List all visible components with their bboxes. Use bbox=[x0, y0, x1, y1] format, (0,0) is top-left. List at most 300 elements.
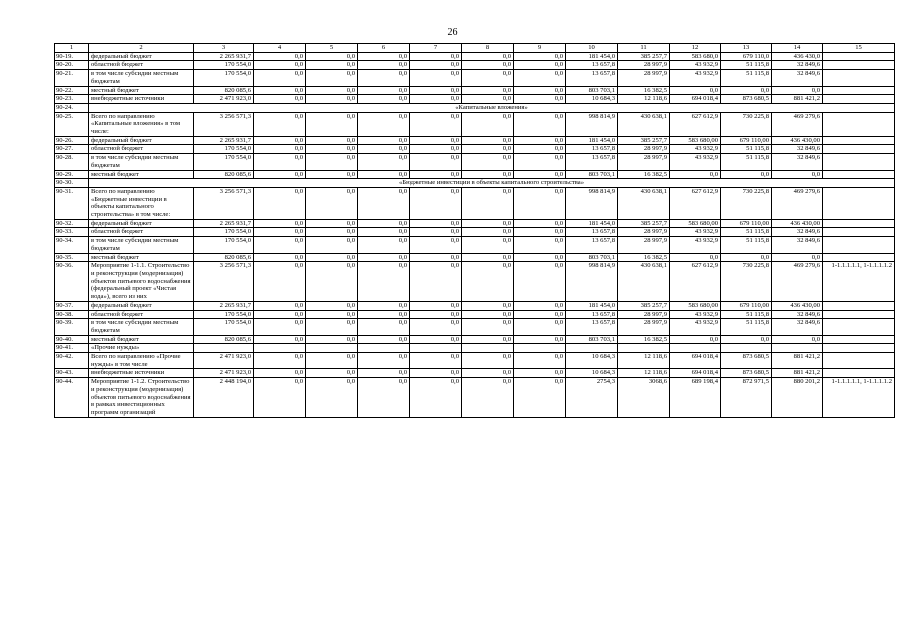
value-cell: 32 849,6 bbox=[772, 237, 823, 253]
value-cell: 0,0 bbox=[462, 219, 514, 228]
value-cell: 0,0 bbox=[514, 52, 566, 61]
row-name-cell: в том числе субсидии местным бюджетам bbox=[89, 70, 194, 86]
row-name-cell: федеральный бюджет bbox=[89, 301, 194, 310]
value-cell: 0,0 bbox=[358, 369, 410, 378]
value-cell: 0,0 bbox=[514, 301, 566, 310]
value-cell: 51 115,8 bbox=[721, 237, 772, 253]
value-cell: 0,0 bbox=[254, 253, 306, 262]
value-cell: 43 932,9 bbox=[670, 310, 721, 319]
value-cell: 0,0 bbox=[462, 112, 514, 136]
value-cell: 0,0 bbox=[410, 262, 462, 302]
value-cell: 820 085,6 bbox=[194, 170, 254, 179]
value-cell: 998 814,9 bbox=[566, 112, 618, 136]
indicator-ref-cell: 1-1.1.1.1.1, 1-1.1.1.1.2 bbox=[823, 378, 895, 418]
value-cell: 803 703,1 bbox=[566, 335, 618, 344]
value-cell: 0,0 bbox=[254, 170, 306, 179]
value-cell: 0,0 bbox=[462, 335, 514, 344]
column-number: 5 bbox=[306, 44, 358, 53]
row-name-cell: Всего по направлению «Капитальные вложения» в том числе: bbox=[89, 112, 194, 136]
value-cell: 385 257,7 bbox=[618, 136, 670, 145]
value-cell: 0,0 bbox=[358, 170, 410, 179]
table-row bbox=[55, 86, 895, 95]
column-number: 11 bbox=[618, 44, 670, 53]
indicator-ref-cell bbox=[823, 154, 895, 170]
row-name-cell: местный бюджет bbox=[89, 253, 194, 262]
indicator-ref-cell bbox=[823, 136, 895, 145]
value-cell: 0,0 bbox=[670, 170, 721, 179]
section-header-row bbox=[55, 103, 895, 112]
subsection-row bbox=[55, 344, 895, 353]
value-cell: 0,0 bbox=[358, 187, 410, 219]
value-cell: 873 680,5 bbox=[721, 95, 772, 104]
value-cell: 0,0 bbox=[462, 61, 514, 70]
row-name-cell: внебюджетные источники bbox=[89, 95, 194, 104]
value-cell: 0,0 bbox=[462, 95, 514, 104]
value-cell: 0,0 bbox=[462, 136, 514, 145]
value-cell: 0,0 bbox=[410, 369, 462, 378]
value-cell: 873 680,5 bbox=[721, 353, 772, 369]
row-code-cell: 90-39. bbox=[55, 319, 89, 335]
value-cell: 998 814,9 bbox=[566, 262, 618, 302]
value-cell: 0,0 bbox=[254, 86, 306, 95]
value-cell: 0,0 bbox=[410, 353, 462, 369]
value-cell: 181 454,0 bbox=[566, 301, 618, 310]
row-code-cell: 90-27. bbox=[55, 145, 89, 154]
value-cell: 32 849,6 bbox=[772, 145, 823, 154]
value-cell: 430 638,1 bbox=[618, 262, 670, 302]
value-cell: 0,0 bbox=[462, 170, 514, 179]
value-cell: 0,0 bbox=[410, 95, 462, 104]
value-cell: 0,0 bbox=[514, 253, 566, 262]
value-cell: 0,0 bbox=[306, 378, 358, 418]
value-cell: 170 554,0 bbox=[194, 145, 254, 154]
value-cell: 0,0 bbox=[358, 145, 410, 154]
value-cell: 32 849,6 bbox=[772, 310, 823, 319]
table-row bbox=[55, 262, 895, 302]
value-cell: 880 201,2 bbox=[772, 378, 823, 418]
indicator-ref-cell bbox=[823, 112, 895, 136]
value-cell: 0,0 bbox=[254, 52, 306, 61]
value-cell: 0,0 bbox=[721, 170, 772, 179]
value-cell: 0,0 bbox=[514, 378, 566, 418]
value-cell: 0,0 bbox=[358, 70, 410, 86]
value-cell: 0,0 bbox=[358, 253, 410, 262]
value-cell: 436 430,00 bbox=[772, 301, 823, 310]
value-cell: 28 997,9 bbox=[618, 70, 670, 86]
empty-cell bbox=[254, 344, 306, 353]
column-number: 14 bbox=[772, 44, 823, 53]
row-code-cell: 90-22. bbox=[55, 86, 89, 95]
value-cell: 820 085,6 bbox=[194, 86, 254, 95]
column-number-row bbox=[55, 44, 895, 53]
indicator-ref-cell bbox=[823, 301, 895, 310]
row-code-cell: 90-41. bbox=[55, 344, 89, 353]
value-cell: 0,0 bbox=[514, 369, 566, 378]
value-cell: 0,0 bbox=[410, 154, 462, 170]
column-number: 4 bbox=[254, 44, 306, 53]
value-cell: 51 115,8 bbox=[721, 145, 772, 154]
value-cell: 0,0 bbox=[306, 136, 358, 145]
indicator-ref-cell bbox=[823, 187, 895, 219]
value-cell: 13 657,8 bbox=[566, 154, 618, 170]
value-cell: 28 997,9 bbox=[618, 237, 670, 253]
row-name-cell: областной бюджет bbox=[89, 61, 194, 70]
indicator-ref-cell bbox=[823, 237, 895, 253]
value-cell: 881 421,2 bbox=[772, 95, 823, 104]
section-title: «Капитальные вложения» bbox=[89, 103, 895, 112]
row-code-cell: 90-26. bbox=[55, 136, 89, 145]
value-cell: 0,0 bbox=[410, 219, 462, 228]
value-cell: 0,0 bbox=[358, 95, 410, 104]
value-cell: 0,0 bbox=[358, 335, 410, 344]
row-name-cell: местный бюджет bbox=[89, 86, 194, 95]
value-cell: 0,0 bbox=[410, 310, 462, 319]
value-cell: 0,0 bbox=[306, 219, 358, 228]
value-cell: 0,0 bbox=[306, 52, 358, 61]
value-cell: 0,0 bbox=[306, 369, 358, 378]
row-code-cell: 90-40. bbox=[55, 335, 89, 344]
value-cell: 627 612,9 bbox=[670, 262, 721, 302]
empty-cell bbox=[721, 344, 772, 353]
value-cell: 51 115,8 bbox=[721, 70, 772, 86]
value-cell: 170 554,0 bbox=[194, 61, 254, 70]
table-row bbox=[55, 112, 895, 136]
table-row bbox=[55, 219, 895, 228]
column-number: 13 bbox=[721, 44, 772, 53]
value-cell: 32 849,6 bbox=[772, 154, 823, 170]
indicator-ref-cell bbox=[823, 353, 895, 369]
value-cell: 436 430,0 bbox=[772, 52, 823, 61]
value-cell: 43 932,9 bbox=[670, 61, 721, 70]
value-cell: 0,0 bbox=[721, 86, 772, 95]
indicator-ref-cell bbox=[823, 70, 895, 86]
value-cell: 0,0 bbox=[254, 219, 306, 228]
value-cell: 0,0 bbox=[254, 262, 306, 302]
value-cell: 0,0 bbox=[462, 237, 514, 253]
value-cell: 51 115,8 bbox=[721, 154, 772, 170]
value-cell: 0,0 bbox=[306, 253, 358, 262]
value-cell: 2 471 923,0 bbox=[194, 353, 254, 369]
value-cell: 0,0 bbox=[358, 61, 410, 70]
value-cell: 803 703,1 bbox=[566, 170, 618, 179]
row-code-cell: 90-43. bbox=[55, 369, 89, 378]
value-cell: 0,0 bbox=[306, 86, 358, 95]
indicator-ref-cell bbox=[823, 335, 895, 344]
value-cell: 0,0 bbox=[410, 378, 462, 418]
value-cell: 0,0 bbox=[514, 335, 566, 344]
row-code-cell: 90-25. bbox=[55, 112, 89, 136]
value-cell: 2 265 931,7 bbox=[194, 219, 254, 228]
value-cell: 583 680,0 bbox=[670, 52, 721, 61]
value-cell: 0,0 bbox=[254, 187, 306, 219]
value-cell: 0,0 bbox=[306, 310, 358, 319]
value-cell: 28 997,9 bbox=[618, 310, 670, 319]
value-cell: 0,0 bbox=[306, 319, 358, 335]
value-cell: 16 382,5 bbox=[618, 335, 670, 344]
value-cell: 0,0 bbox=[410, 52, 462, 61]
value-cell: 881 421,2 bbox=[772, 369, 823, 378]
column-number: 15 bbox=[823, 44, 895, 53]
row-code-cell: 90-28. bbox=[55, 154, 89, 170]
value-cell: 0,0 bbox=[721, 335, 772, 344]
row-code-cell: 90-19. bbox=[55, 52, 89, 61]
indicator-ref-cell bbox=[823, 319, 895, 335]
value-cell: 820 085,6 bbox=[194, 335, 254, 344]
table-row bbox=[55, 145, 895, 154]
table-row bbox=[55, 154, 895, 170]
value-cell: 170 554,0 bbox=[194, 70, 254, 86]
value-cell: 803 703,1 bbox=[566, 253, 618, 262]
value-cell: 0,0 bbox=[410, 170, 462, 179]
value-cell: 0,0 bbox=[254, 378, 306, 418]
value-cell: 0,0 bbox=[254, 145, 306, 154]
value-cell: 469 279,6 bbox=[772, 112, 823, 136]
indicator-ref-cell bbox=[823, 95, 895, 104]
value-cell: 0,0 bbox=[514, 219, 566, 228]
empty-cell bbox=[772, 344, 823, 353]
value-cell: 0,0 bbox=[721, 253, 772, 262]
value-cell: 0,0 bbox=[410, 187, 462, 219]
value-cell: 0,0 bbox=[254, 237, 306, 253]
value-cell: 0,0 bbox=[462, 319, 514, 335]
value-cell: 16 382,5 bbox=[618, 253, 670, 262]
value-cell: 0,0 bbox=[306, 228, 358, 237]
value-cell: 583 680,00 bbox=[670, 136, 721, 145]
row-name-cell: в том числе субсидии местным бюджетам bbox=[89, 237, 194, 253]
value-cell: 51 115,8 bbox=[721, 61, 772, 70]
value-cell: 43 932,9 bbox=[670, 319, 721, 335]
value-cell: 0,0 bbox=[358, 262, 410, 302]
value-cell: 0,0 bbox=[254, 70, 306, 86]
value-cell: 0,0 bbox=[670, 335, 721, 344]
value-cell: 0,0 bbox=[410, 335, 462, 344]
table-row bbox=[55, 228, 895, 237]
value-cell: 2 448 194,0 bbox=[194, 378, 254, 418]
empty-cell bbox=[514, 344, 566, 353]
value-cell: 43 932,9 bbox=[670, 228, 721, 237]
value-cell: 0,0 bbox=[514, 112, 566, 136]
table-row bbox=[55, 61, 895, 70]
value-cell: 43 932,9 bbox=[670, 237, 721, 253]
value-cell: 0,0 bbox=[358, 378, 410, 418]
value-cell: 0,0 bbox=[306, 145, 358, 154]
value-cell: 181 454,0 bbox=[566, 52, 618, 61]
value-cell: 385 257,7 bbox=[618, 301, 670, 310]
subsection-title: «Прочие нужды» bbox=[89, 344, 194, 353]
column-number: 1 bbox=[55, 44, 89, 53]
value-cell: 3 256 571,3 bbox=[194, 112, 254, 136]
row-name-cell: федеральный бюджет bbox=[89, 52, 194, 61]
value-cell: 430 638,1 bbox=[618, 112, 670, 136]
indicator-ref-cell bbox=[823, 145, 895, 154]
value-cell: 0,0 bbox=[306, 112, 358, 136]
budget-table bbox=[54, 43, 895, 418]
value-cell: 0,0 bbox=[514, 136, 566, 145]
value-cell: 13 657,8 bbox=[566, 70, 618, 86]
table-row bbox=[55, 70, 895, 86]
value-cell: 0,0 bbox=[462, 301, 514, 310]
value-cell: 32 849,6 bbox=[772, 228, 823, 237]
value-cell: 873 680,5 bbox=[721, 369, 772, 378]
value-cell: 12 118,6 bbox=[618, 369, 670, 378]
value-cell: 170 554,0 bbox=[194, 310, 254, 319]
value-cell: 3068,6 bbox=[618, 378, 670, 418]
table-row bbox=[55, 95, 895, 104]
value-cell: 2754,3 bbox=[566, 378, 618, 418]
value-cell: 0,0 bbox=[254, 335, 306, 344]
indicator-ref-cell bbox=[823, 253, 895, 262]
value-cell: 0,0 bbox=[306, 170, 358, 179]
value-cell: 13 657,8 bbox=[566, 237, 618, 253]
value-cell: 0,0 bbox=[514, 70, 566, 86]
value-cell: 0,0 bbox=[254, 95, 306, 104]
value-cell: 13 657,8 bbox=[566, 319, 618, 335]
row-name-cell: федеральный бюджет bbox=[89, 136, 194, 145]
value-cell: 2 471 923,0 bbox=[194, 369, 254, 378]
value-cell: 0,0 bbox=[462, 353, 514, 369]
value-cell: 469 279,6 bbox=[772, 187, 823, 219]
row-name-cell: Мероприятие 1-1.2. Строительство и реконструкция (модернизация) объектов питьевого водоснабжения в рамках инвестиционных программ организаций bbox=[89, 378, 194, 418]
row-name-cell: внебюджетные источники bbox=[89, 369, 194, 378]
value-cell: 28 997,9 bbox=[618, 61, 670, 70]
value-cell: 0,0 bbox=[772, 86, 823, 95]
value-cell: 0,0 bbox=[514, 262, 566, 302]
value-cell: 0,0 bbox=[462, 262, 514, 302]
value-cell: 16 382,5 bbox=[618, 86, 670, 95]
value-cell: 0,0 bbox=[514, 61, 566, 70]
value-cell: 0,0 bbox=[358, 301, 410, 310]
value-cell: 0,0 bbox=[306, 335, 358, 344]
row-code-cell: 90-30. bbox=[55, 179, 89, 188]
empty-cell bbox=[410, 344, 462, 353]
table-row bbox=[55, 301, 895, 310]
value-cell: 0,0 bbox=[410, 319, 462, 335]
value-cell: 10 684,3 bbox=[566, 369, 618, 378]
value-cell: 0,0 bbox=[358, 237, 410, 253]
row-name-cell: местный бюджет bbox=[89, 170, 194, 179]
value-cell: 0,0 bbox=[514, 86, 566, 95]
value-cell: 51 115,8 bbox=[721, 319, 772, 335]
value-cell: 820 085,6 bbox=[194, 253, 254, 262]
value-cell: 0,0 bbox=[462, 187, 514, 219]
value-cell: 730 225,8 bbox=[721, 112, 772, 136]
section-title: «Бюджетные инвестиции в объекты капитального строительства» bbox=[89, 179, 895, 188]
value-cell: 43 932,9 bbox=[670, 154, 721, 170]
value-cell: 881 421,2 bbox=[772, 353, 823, 369]
empty-cell bbox=[823, 344, 895, 353]
value-cell: 0,0 bbox=[358, 136, 410, 145]
value-cell: 0,0 bbox=[462, 154, 514, 170]
table-row bbox=[55, 353, 895, 369]
value-cell: 12 118,6 bbox=[618, 353, 670, 369]
row-code-cell: 90-31. bbox=[55, 187, 89, 219]
value-cell: 0,0 bbox=[358, 353, 410, 369]
row-name-cell: Всего по направлению «Прочие нужды» в том числе bbox=[89, 353, 194, 369]
table-row bbox=[55, 136, 895, 145]
row-code-cell: 90-23. bbox=[55, 95, 89, 104]
row-code-cell: 90-38. bbox=[55, 310, 89, 319]
value-cell: 32 849,6 bbox=[772, 319, 823, 335]
value-cell: 2 265 931,7 bbox=[194, 301, 254, 310]
row-name-cell: местный бюджет bbox=[89, 335, 194, 344]
value-cell: 0,0 bbox=[254, 353, 306, 369]
value-cell: 0,0 bbox=[254, 112, 306, 136]
value-cell: 0,0 bbox=[514, 310, 566, 319]
value-cell: 0,0 bbox=[514, 154, 566, 170]
value-cell: 0,0 bbox=[358, 112, 410, 136]
value-cell: 32 849,6 bbox=[772, 70, 823, 86]
value-cell: 0,0 bbox=[462, 378, 514, 418]
value-cell: 0,0 bbox=[772, 170, 823, 179]
value-cell: 0,0 bbox=[254, 369, 306, 378]
column-number: 2 bbox=[89, 44, 194, 53]
value-cell: 170 554,0 bbox=[194, 228, 254, 237]
value-cell: 32 849,6 bbox=[772, 61, 823, 70]
value-cell: 627 612,9 bbox=[670, 112, 721, 136]
value-cell: 0,0 bbox=[514, 187, 566, 219]
value-cell: 0,0 bbox=[254, 136, 306, 145]
table-row bbox=[55, 170, 895, 179]
value-cell: 0,0 bbox=[254, 319, 306, 335]
row-name-cell: областной бюджет bbox=[89, 310, 194, 319]
value-cell: 0,0 bbox=[358, 310, 410, 319]
value-cell: 13 657,8 bbox=[566, 228, 618, 237]
value-cell: 2 471 923,0 bbox=[194, 95, 254, 104]
value-cell: 0,0 bbox=[410, 228, 462, 237]
value-cell: 0,0 bbox=[306, 61, 358, 70]
value-cell: 0,0 bbox=[306, 70, 358, 86]
value-cell: 689 198,4 bbox=[670, 378, 721, 418]
value-cell: 0,0 bbox=[670, 86, 721, 95]
value-cell: 694 018,4 bbox=[670, 95, 721, 104]
row-code-cell: 90-21. bbox=[55, 70, 89, 86]
indicator-ref-cell bbox=[823, 52, 895, 61]
value-cell: 3 256 571,3 bbox=[194, 187, 254, 219]
value-cell: 0,0 bbox=[306, 187, 358, 219]
value-cell: 0,0 bbox=[514, 237, 566, 253]
value-cell: 0,0 bbox=[462, 228, 514, 237]
value-cell: 469 279,6 bbox=[772, 262, 823, 302]
row-code-cell: 90-42. bbox=[55, 353, 89, 369]
row-name-cell: областной бюджет bbox=[89, 228, 194, 237]
value-cell: 0,0 bbox=[410, 61, 462, 70]
value-cell: 43 932,9 bbox=[670, 70, 721, 86]
value-cell: 385 257,7 bbox=[618, 52, 670, 61]
row-code-cell: 90-29. bbox=[55, 170, 89, 179]
row-code-cell: 90-36. bbox=[55, 262, 89, 302]
value-cell: 0,0 bbox=[772, 253, 823, 262]
value-cell: 170 554,0 bbox=[194, 319, 254, 335]
column-number: 7 bbox=[410, 44, 462, 53]
value-cell: 0,0 bbox=[306, 95, 358, 104]
value-cell: 0,0 bbox=[410, 253, 462, 262]
empty-cell bbox=[618, 344, 670, 353]
value-cell: 0,0 bbox=[410, 136, 462, 145]
row-code-cell: 90-35. bbox=[55, 253, 89, 262]
value-cell: 181 454,0 bbox=[566, 219, 618, 228]
row-code-cell: 90-44. bbox=[55, 378, 89, 418]
value-cell: 0,0 bbox=[670, 253, 721, 262]
column-number: 6 bbox=[358, 44, 410, 53]
row-name-cell: федеральный бюджет bbox=[89, 219, 194, 228]
value-cell: 430 638,1 bbox=[618, 187, 670, 219]
value-cell: 0,0 bbox=[358, 52, 410, 61]
value-cell: 170 554,0 bbox=[194, 237, 254, 253]
value-cell: 0,0 bbox=[306, 154, 358, 170]
row-code-cell: 90-37. bbox=[55, 301, 89, 310]
value-cell: 12 118,6 bbox=[618, 95, 670, 104]
value-cell: 51 115,8 bbox=[721, 228, 772, 237]
